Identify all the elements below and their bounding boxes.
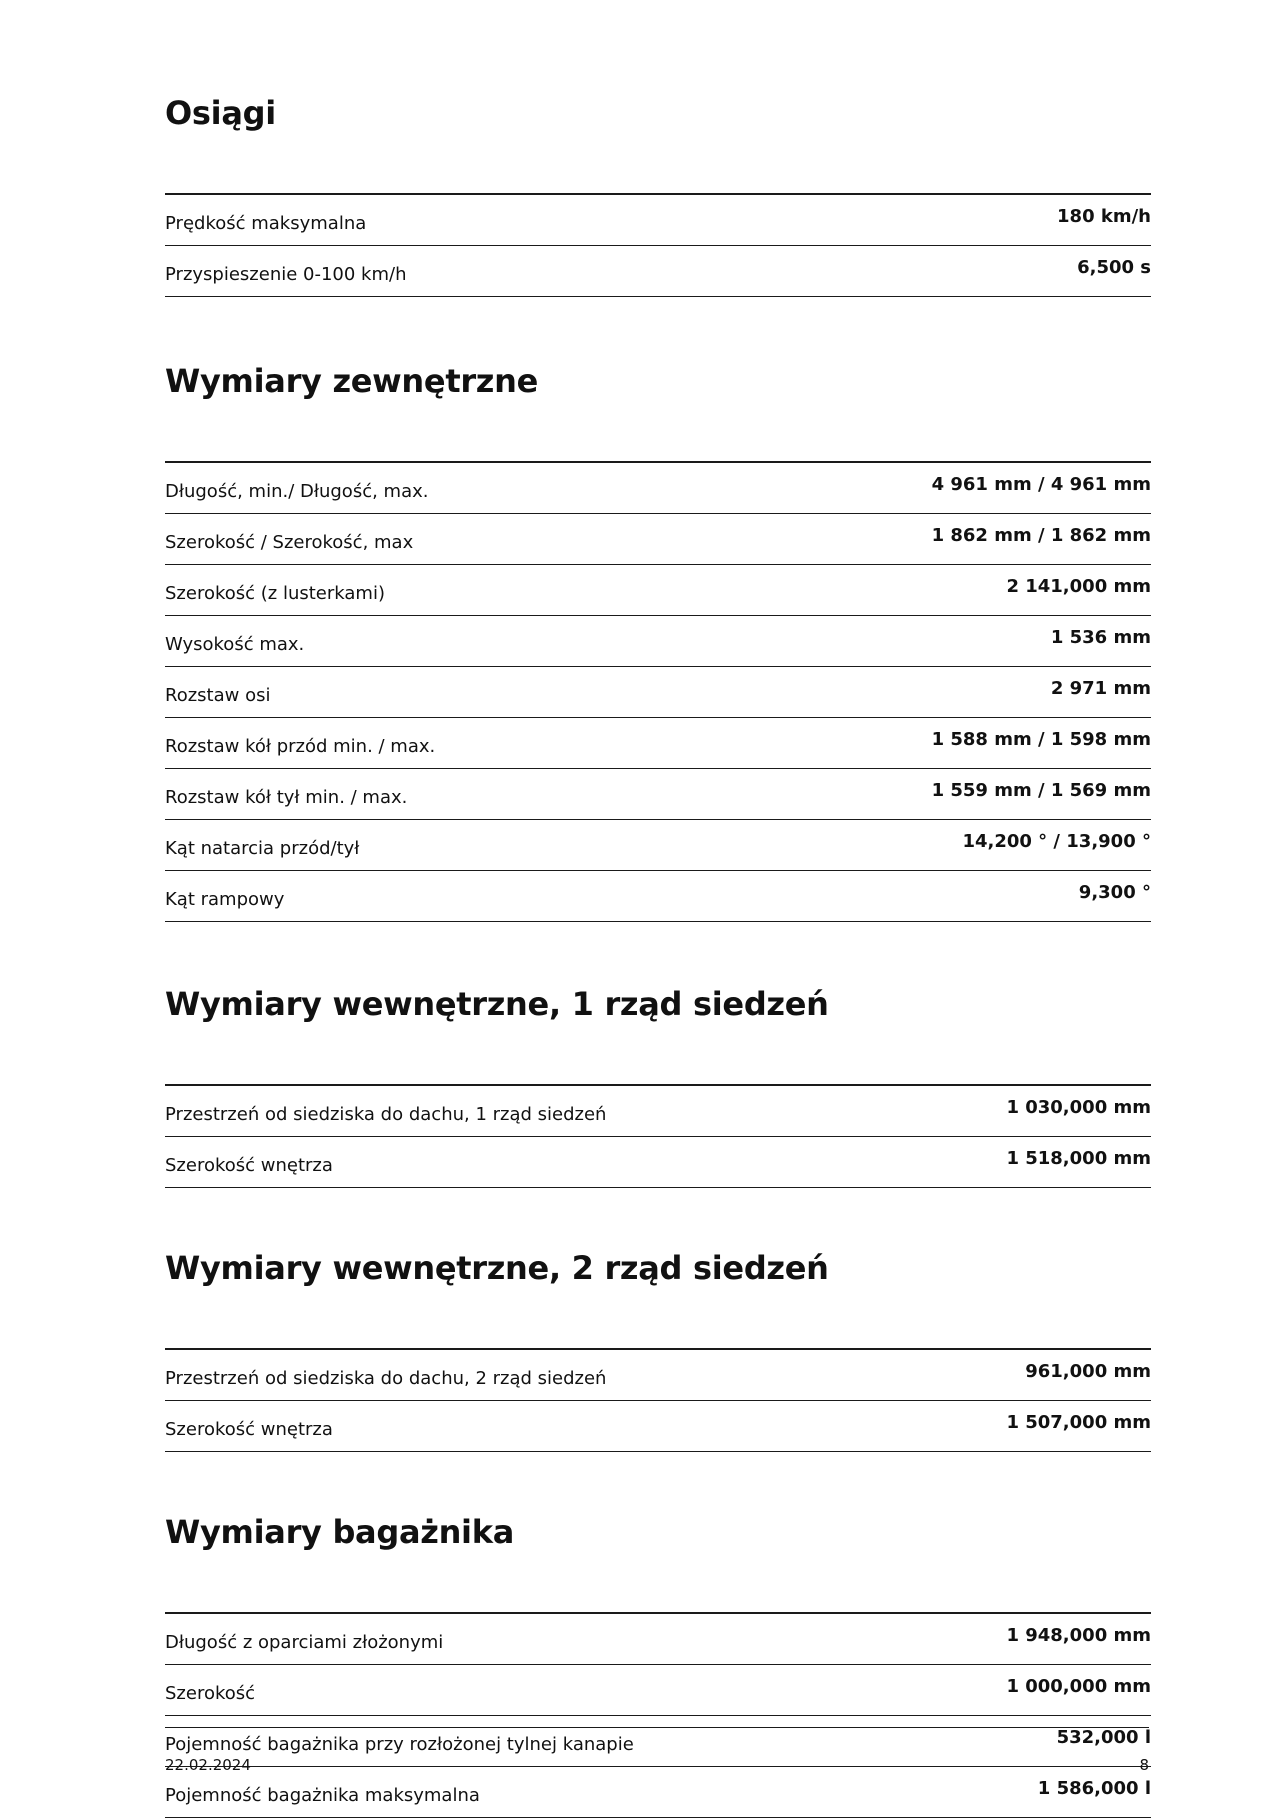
section-performance	[165, 85, 1151, 297]
spec-row	[165, 718, 1151, 769]
spec-label: Szerokość wnętrza	[165, 1419, 333, 1440]
spec-value: 180 km/h	[1057, 206, 1151, 227]
spec-value: 1 518,000 mm	[1006, 1148, 1151, 1169]
spec-label: Kąt natarcia przód/tył	[165, 838, 360, 859]
section-exterior-dimensions	[165, 353, 1151, 922]
spec-value: 1 030,000 mm	[1006, 1097, 1151, 1118]
spec-label: Prędkość maksymalna	[165, 213, 367, 234]
footer-date: 22.02.2024	[165, 1756, 251, 1774]
section-title: Wymiary wewnętrzne, 1 rząd siedzeń	[165, 985, 829, 1023]
spec-value: 9,300 °	[1078, 882, 1151, 903]
spec-row	[165, 565, 1151, 616]
spec-label: Przestrzeń od siedziska do dachu, 2 rząd siedzeń	[165, 1368, 607, 1389]
spec-row	[165, 463, 1151, 514]
spec-label: Rozstaw osi	[165, 685, 271, 706]
spec-row	[165, 667, 1151, 718]
spec-label: Przestrzeń od siedziska do dachu, 1 rząd siedzeń	[165, 1104, 607, 1125]
spec-label: Pojemność bagażnika przy rozłożonej tylnej kanapie	[165, 1734, 634, 1755]
spec-row	[165, 1401, 1151, 1452]
spec-row	[165, 769, 1151, 820]
spec-table	[165, 1612, 1151, 1818]
spec-label: Przyspieszenie 0-100 km/h	[165, 264, 407, 285]
spec-value: 2 971 mm	[1050, 678, 1151, 699]
spec-value: 1 588 mm / 1 598 mm	[931, 729, 1151, 750]
spec-label: Szerokość wnętrza	[165, 1155, 333, 1176]
spec-table	[165, 1084, 1151, 1188]
spec-row	[165, 616, 1151, 667]
spec-value: 6,500 s	[1077, 257, 1151, 278]
spec-label: Kąt rampowy	[165, 889, 285, 910]
section-interior-row1	[165, 976, 1151, 1188]
section-interior-row2	[165, 1240, 1151, 1452]
spec-row	[165, 1086, 1151, 1137]
spec-value: 1 000,000 mm	[1006, 1676, 1151, 1697]
spec-row	[165, 820, 1151, 871]
spec-row	[165, 514, 1151, 565]
section-trunk-dimensions	[165, 1504, 1151, 1818]
section-title: Wymiary wewnętrzne, 2 rząd siedzeń	[165, 1249, 829, 1287]
spec-row	[165, 1716, 1151, 1767]
section-title: Osiągi	[165, 94, 276, 132]
spec-label: Rozstaw kół tył min. / max.	[165, 787, 408, 808]
spec-value: 1 586,000 l	[1037, 1778, 1151, 1799]
spec-value: 961,000 mm	[1025, 1361, 1151, 1382]
spec-row	[165, 871, 1151, 922]
spec-label: Rozstaw kół przód min. / max.	[165, 736, 436, 757]
spec-value: 1 559 mm / 1 569 mm	[931, 780, 1151, 801]
spec-label: Pojemność bagażnika maksymalna	[165, 1785, 480, 1806]
spec-table	[165, 461, 1151, 922]
spec-label: Szerokość / Szerokość, max	[165, 532, 414, 553]
section-title: Wymiary bagażnika	[165, 1513, 514, 1551]
spec-value: 4 961 mm / 4 961 mm	[931, 474, 1151, 495]
spec-label: Długość, min./ Długość, max.	[165, 481, 429, 502]
spec-label: Długość z oparciami złożonymi	[165, 1632, 444, 1653]
spec-value: 532,000 l	[1056, 1727, 1151, 1748]
spec-label: Szerokość	[165, 1683, 256, 1704]
spec-row	[165, 1665, 1151, 1716]
spec-value: 1 507,000 mm	[1006, 1412, 1151, 1433]
spec-value: 1 862 mm / 1 862 mm	[931, 525, 1151, 546]
spec-label: Szerokość (z lusterkami)	[165, 583, 385, 604]
spec-label: Wysokość max.	[165, 634, 305, 655]
spec-row	[165, 246, 1151, 297]
spec-content	[165, 85, 1151, 1818]
spec-row	[165, 1614, 1151, 1665]
spec-row	[165, 1137, 1151, 1188]
spec-table	[165, 1348, 1151, 1452]
spec-table	[165, 193, 1151, 297]
spec-row	[165, 195, 1151, 246]
spec-row	[165, 1767, 1151, 1818]
spec-value: 1 948,000 mm	[1006, 1625, 1151, 1646]
spec-value: 14,200 ° / 13,900 °	[962, 831, 1151, 852]
page-number: 8	[1139, 1756, 1149, 1774]
section-title: Wymiary zewnętrzne	[165, 362, 539, 400]
spec-row	[165, 1350, 1151, 1401]
spec-value: 1 536 mm	[1050, 627, 1151, 648]
spec-value: 2 141,000 mm	[1006, 576, 1151, 597]
